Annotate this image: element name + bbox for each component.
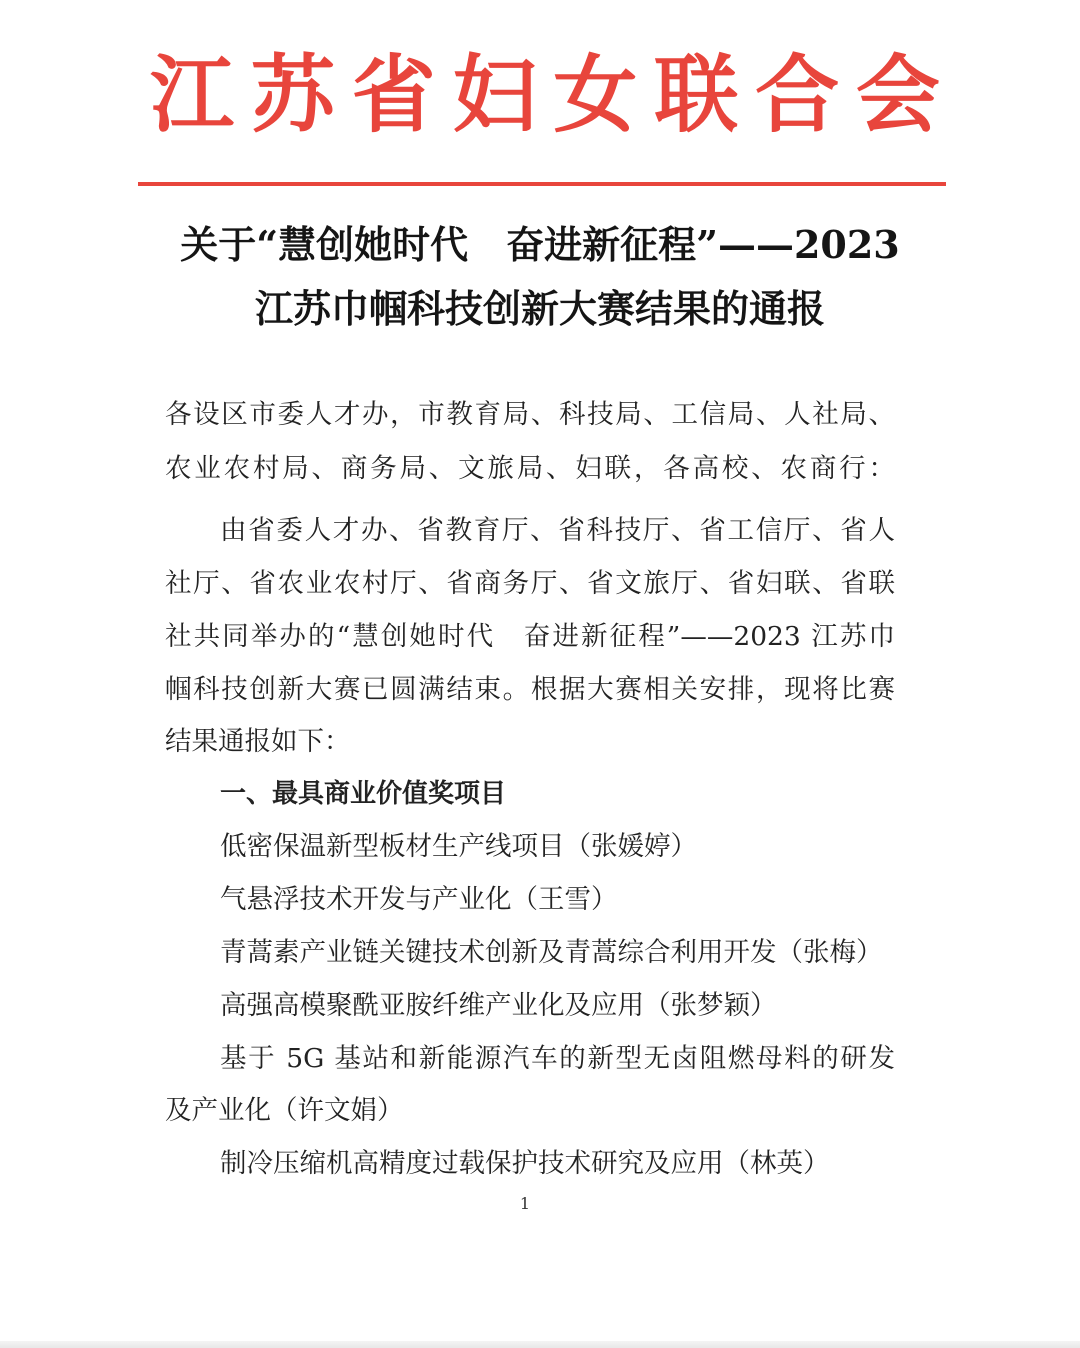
- award-item: 高强高模聚酰亚胺纤维产业化及应用（张梦颖）: [220, 990, 777, 1021]
- document-title-line-1: 关于“慧创她时代 奋进新征程”——2023: [180, 222, 900, 267]
- award-item: 制冷压缩机高精度过载保护技术研究及应用（林英）: [220, 1148, 830, 1179]
- masthead-char: 苏: [250, 45, 335, 144]
- masthead-char: 妇: [452, 45, 537, 144]
- body-line-3: 社共同举办的“慧创她时代 奋进新征程”——2023 江苏巾: [165, 621, 895, 652]
- masthead-char: 江: [150, 45, 235, 144]
- masthead-char: 省: [351, 45, 436, 144]
- award-item-continuation: 及产业化（许文娟）: [165, 1095, 404, 1126]
- section-heading: 一、最具商业价值奖项目: [220, 779, 507, 809]
- body-line-2: 社厅、省农业农村厅、省商务厅、省文旅厅、省妇联、省联: [165, 568, 895, 599]
- award-item: 气悬浮技术开发与产业化（王雪）: [220, 884, 618, 915]
- masthead-char: 女: [553, 45, 638, 144]
- award-item: 青蒿素产业链关键技术创新及青蒿综合利用开发（张梅）: [220, 937, 883, 968]
- red-header-rule: [138, 182, 946, 186]
- document-title-line-2: 江苏巾帼科技创新大赛结果的通报: [254, 286, 825, 331]
- body-line-5: 结果通报如下：: [165, 726, 351, 757]
- organization-masthead: [150, 40, 940, 150]
- recipients-line-2: 农业农村局、商务局、文旅局、妇联，各高校、农商行：: [165, 453, 895, 484]
- scan-bottom-edge: [0, 1341, 1080, 1348]
- page-number: 1: [519, 1194, 531, 1213]
- masthead-char: 联: [654, 45, 739, 144]
- award-item: 基于 5G 基站和新能源汽车的新型无卤阻燃母料的研发: [220, 1043, 895, 1074]
- recipients-line-1: 各设区市委人才办，市教育局、科技局、工信局、人社局、: [165, 399, 895, 430]
- award-item: 低密保温新型板材生产线项目（张媛婷）: [220, 831, 697, 862]
- masthead-char: 合: [755, 45, 840, 144]
- masthead-char: 会: [855, 45, 940, 144]
- body-line-4: 帼科技创新大赛已圆满结束。根据大赛相关安排，现将比赛: [165, 674, 895, 705]
- body-line-1: 由省委人才办、省教育厅、省科技厅、省工信厅、省人: [220, 515, 895, 546]
